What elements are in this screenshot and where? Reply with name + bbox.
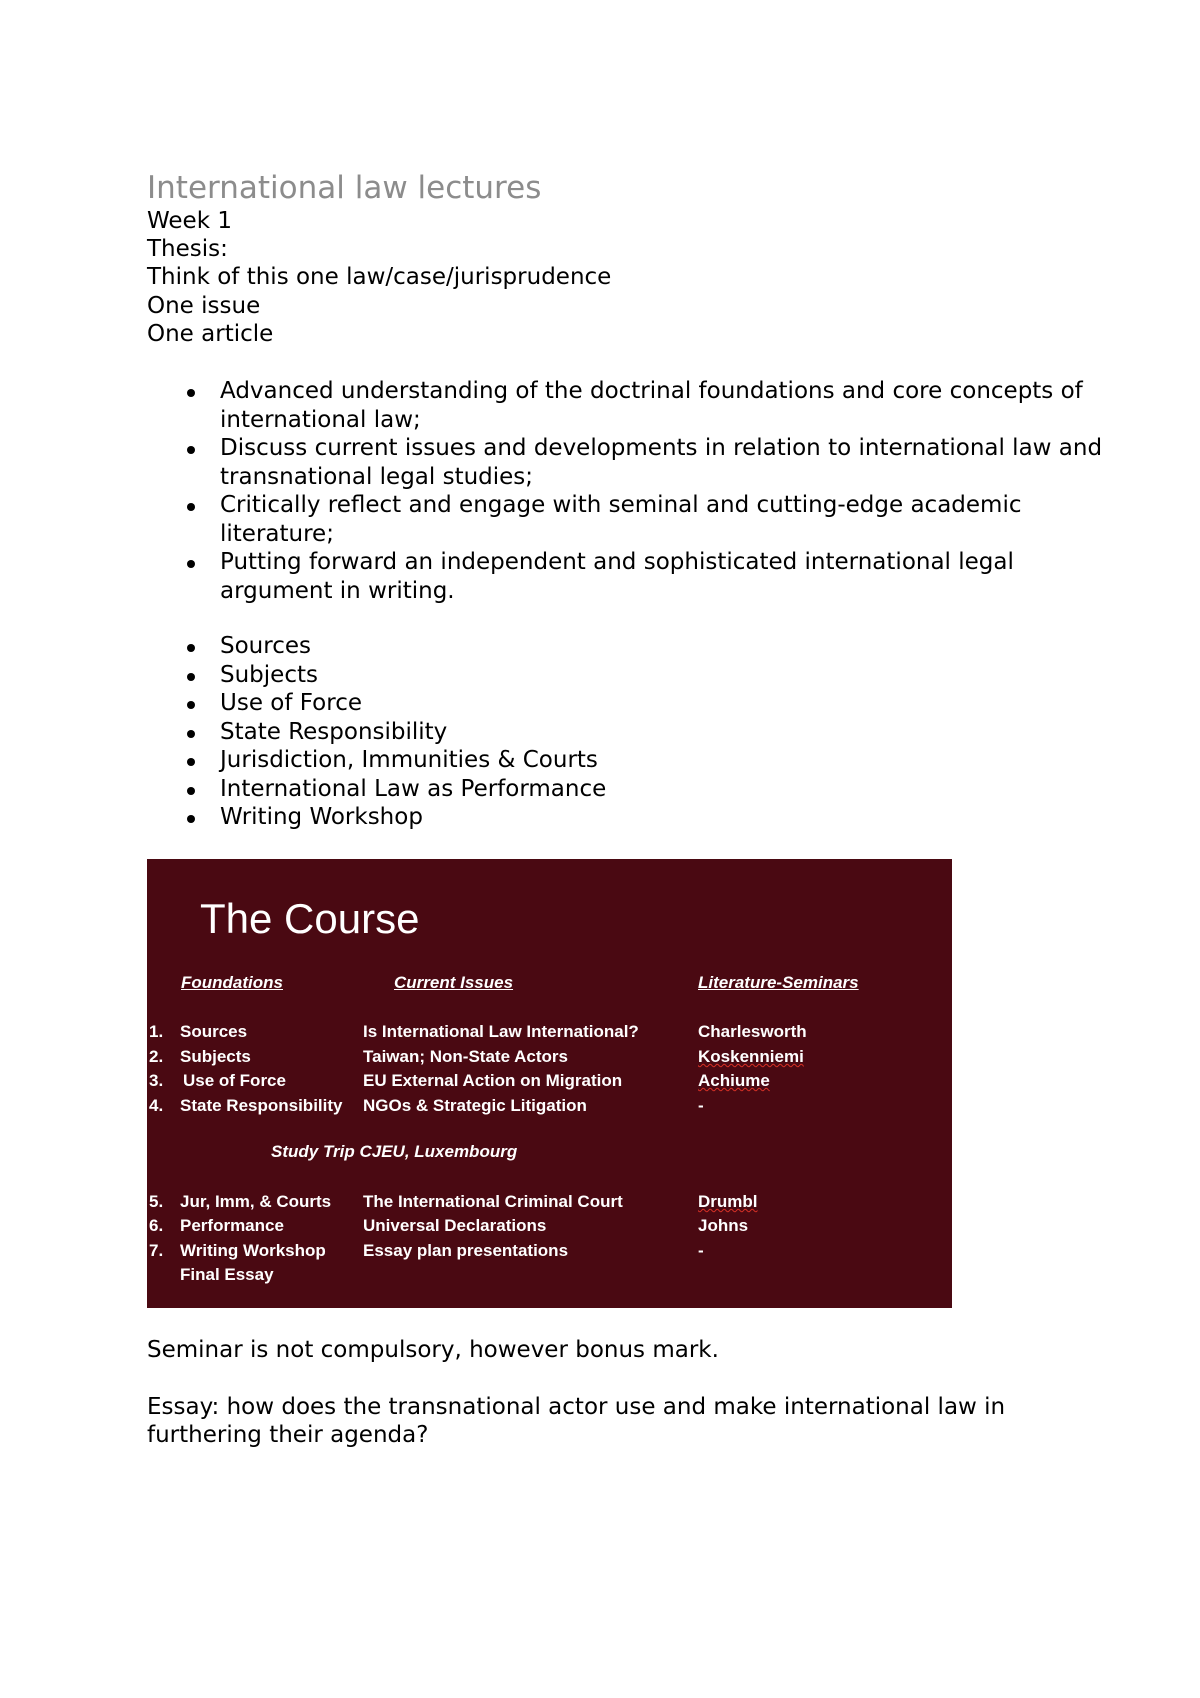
thesis-detail-line: Think of this one law/case/jurisprudence (147, 264, 612, 290)
literature-cell: - (698, 1241, 704, 1260)
study-trip-label: Study Trip CJEU, Luxembourg (271, 1142, 518, 1161)
slide-title: The Course (200, 895, 420, 942)
objective-item: Discuss current issues and developments in relation to international law and transnational legal studies; (147, 434, 1125, 491)
topic-item: Writing Workshop (147, 803, 1125, 832)
essay-note: Essay: how does the transnational actor use and make international law in furthering their agenda? (147, 1394, 1006, 1448)
literature-cell: Koskenniemi (698, 1047, 804, 1066)
thesis-line: Thesis: (147, 236, 228, 262)
literature-cell: Achiume (698, 1071, 770, 1090)
objective-item: Putting forward an independent and sophisticated international legal argument in writing. (147, 548, 1125, 605)
document-title: International law lectures (147, 170, 542, 206)
topic-item: Jurisdiction, Immunities & Courts (147, 746, 1125, 775)
literature-cell: Charlesworth (698, 1022, 807, 1041)
course-slide-image (147, 859, 952, 1308)
topic-item: Sources (147, 632, 1125, 661)
objectives-list (147, 377, 1125, 605)
literature-header: Literature-Seminars (698, 973, 859, 992)
issue-cell: The International Criminal Court (363, 1192, 623, 1211)
one-article-line: One article (147, 321, 274, 347)
issue-cell: Essay plan presentations (363, 1241, 569, 1260)
current-issues-header: Current Issues (394, 973, 514, 992)
topic-item: State Responsibility (147, 718, 1125, 747)
issue-cell: Universal Declarations (363, 1216, 547, 1235)
literature-cell: - (698, 1096, 704, 1115)
foundation-cell: State Responsibility (180, 1096, 343, 1115)
week-line: Week 1 (147, 208, 232, 234)
foundation-cell-text: Jur, Imm, & Courts (180, 1192, 332, 1211)
foundation-cell: Subjects (180, 1047, 251, 1066)
issue-cell: EU External Action on Migration (363, 1071, 623, 1090)
row-number: 6. (149, 1216, 164, 1235)
row-number: 1. (149, 1022, 164, 1041)
topic-item: Subjects (147, 661, 1125, 690)
final-essay-cell: Final Essay (180, 1265, 274, 1284)
foundation-cell: Writing Workshop (180, 1241, 326, 1260)
foundation-cell: Performance (180, 1216, 284, 1235)
foundation-cell: Sources (180, 1022, 248, 1041)
issue-cell: Is International Law International? (363, 1022, 639, 1041)
foundation-cell: Use of Force (183, 1071, 286, 1090)
objective-item: Critically reflect and engage with seminal and cutting-edge academic literature; (147, 491, 1125, 548)
row-number: 7. (149, 1241, 164, 1260)
foundations-header: Foundations (181, 973, 283, 992)
issue-cell: NGOs & Strategic Litigation (363, 1096, 587, 1115)
topic-item: International Law as Performance (147, 775, 1125, 804)
foundation-cell (180, 1192, 331, 1212)
objective-item: Advanced understanding of the doctrinal foundations and core concepts of international law; (147, 377, 1125, 434)
row-number: 2. (149, 1047, 164, 1066)
literature-cell: Johns (698, 1216, 749, 1235)
one-issue-line: One issue (147, 293, 261, 319)
row-number: 5. (149, 1192, 164, 1211)
seminar-note: Seminar is not compulsory, however bonus mark. (147, 1337, 719, 1363)
row-number: 3. (149, 1071, 164, 1090)
issue-cell: Taiwan; Non-State Actors (363, 1047, 568, 1066)
topic-item: Use of Force (147, 689, 1125, 718)
row-number: 4. (149, 1096, 164, 1115)
topics-list (147, 632, 1125, 832)
literature-cell: Drumbl (698, 1192, 758, 1211)
